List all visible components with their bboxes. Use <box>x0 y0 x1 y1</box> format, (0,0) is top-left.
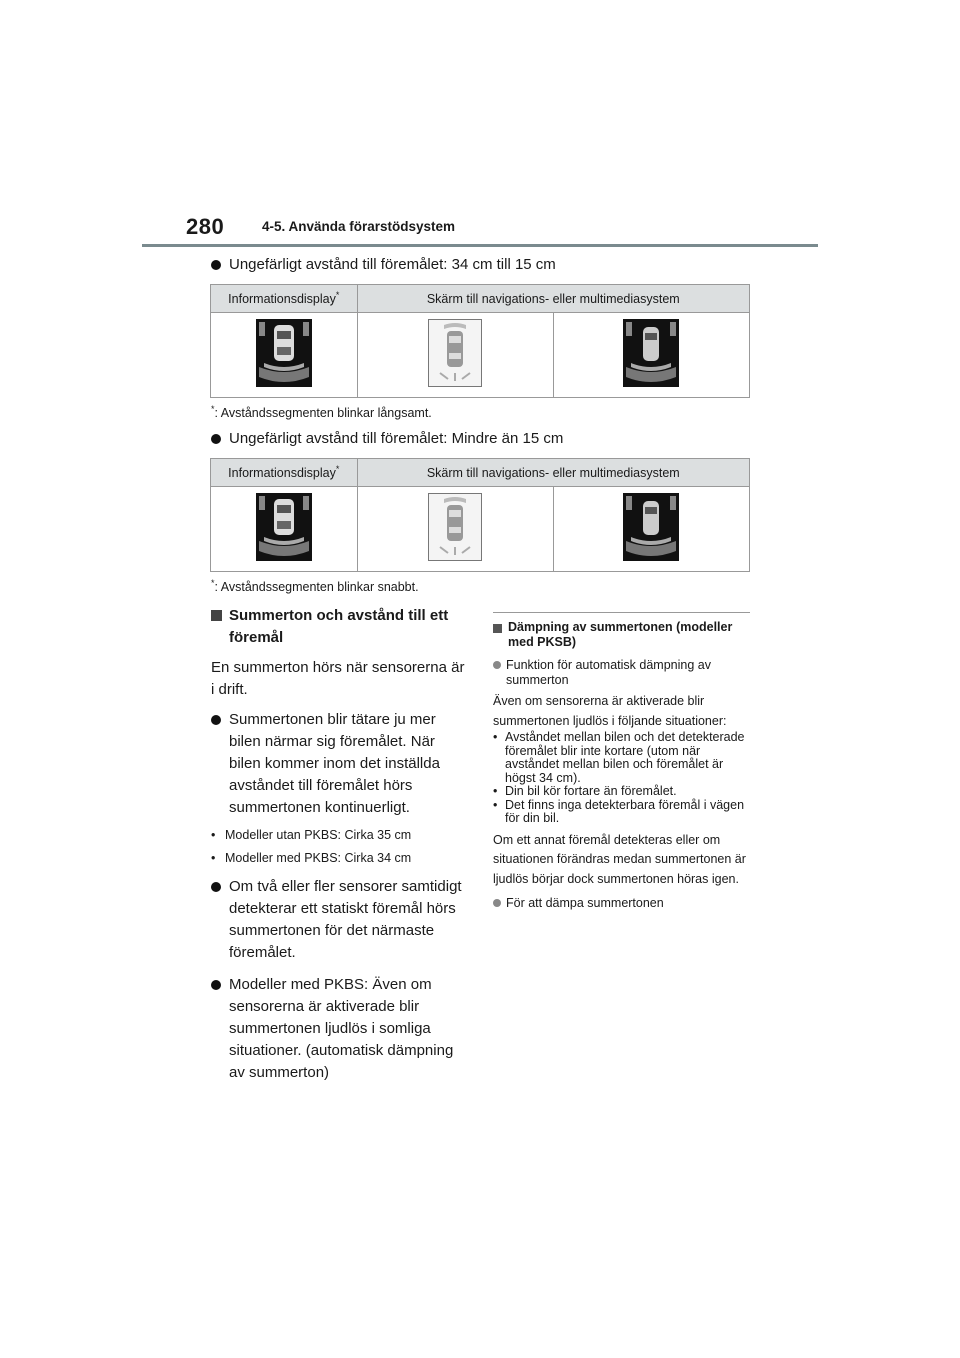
dark-sensor-car-icon <box>623 493 679 561</box>
circle-bullet-icon <box>493 661 501 669</box>
left-subitem-2: • Modeller med PKBS: Cirka 34 cm <box>211 851 412 865</box>
left-bullet-3: Modeller med PKBS: Även om sensorerna är aktiverade blir summertonen ljudlös i somliga situationer. (automatisk dämpning av summerton) <box>211 974 466 1084</box>
info-display-image <box>211 313 358 398</box>
nav-screen-image-a <box>357 487 553 572</box>
nav-screen-image-b <box>553 487 749 572</box>
bullet-dot-icon <box>211 980 221 990</box>
display-table-2 <box>210 458 750 572</box>
right-list-item-2: • Din bil kör fortare än föremålet. <box>493 784 677 798</box>
square-bullet-icon <box>211 610 222 621</box>
table-note-2: *: Avståndssegmenten blinkar snabbt. <box>211 578 419 595</box>
page-number: 280 <box>186 214 225 239</box>
light-sensor-car-icon <box>428 319 482 387</box>
col-header-info-display: Informationsdisplay* <box>211 459 358 487</box>
right-paragraph-1: Även om sensorerna är aktiverade blir summertonen ljudlös i följande situationer: <box>493 694 727 728</box>
intro-paragraph: En summerton hörs när sensorerna är i drift. <box>211 659 465 698</box>
right-list-item-3: • Det finns inga detekterbara föremål i vägen för din bil. <box>493 797 745 825</box>
distance-bullet-2 <box>211 428 563 450</box>
col-header-info-display: Informationsdisplay* <box>211 285 358 313</box>
bullet-dot-icon <box>211 882 221 892</box>
col-header-nav-screen: Skärm till navigations- eller multimediasystem <box>357 285 749 313</box>
right-list-item-1: • Avståndet mellan bilen och det detekterade föremålet blir inte kortare (utom när avståndet mellan bilen och föremålet är högst 34 cm). <box>493 730 745 785</box>
bullet-text: Ungefärligt avstånd till föremålet: 34 cm till 15 cm <box>229 256 556 273</box>
display-table-1 <box>210 284 750 398</box>
nav-screen-image-b <box>553 313 749 398</box>
bullet-dot-icon <box>211 434 221 444</box>
dark-sensor-car-icon <box>256 493 312 561</box>
dark-sensor-car-icon <box>256 319 312 387</box>
nav-screen-image-a <box>357 313 553 398</box>
bullet-dot-icon <box>211 715 221 725</box>
col-header-nav-screen: Skärm till navigations- eller multimediasystem <box>357 459 749 487</box>
section-heading-buzzer: Summerton och avstånd till ett föremål <box>211 605 466 649</box>
right-paragraph-2: Om ett annat föremål detekteras eller om situationen förändras medan summertonen är ljudlös börjar dock summertonen höras igen. <box>493 832 746 886</box>
table-note-1: *: Avståndssegmenten blinkar långsamt. <box>211 404 432 421</box>
right-bullet-1: Funktion för automatisk dämpning av summerton <box>493 658 750 688</box>
right-column-rule <box>493 612 750 613</box>
circle-bullet-icon <box>493 899 501 907</box>
dark-sensor-car-icon <box>623 319 679 387</box>
section-title: 4-5. Använda förarstödsystem <box>262 219 456 234</box>
distance-bullet-1 <box>211 254 556 276</box>
right-column <box>493 620 750 911</box>
right-bullet-2: För att dämpa summertonen <box>493 896 750 911</box>
left-column <box>211 605 466 1084</box>
left-bullet-2: Om två eller fler sensorer samtidigt detekterar ett statiskt föremål hörs summertonen för det närmaste föremålet. <box>211 876 466 964</box>
bullet-dot-icon <box>211 260 221 270</box>
bullet-text: Ungefärligt avstånd till föremålet: Mindre än 15 cm <box>229 430 564 447</box>
left-subitem-1: • Modeller utan PKBS: Cirka 35 cm <box>211 828 412 842</box>
left-bullet-1: Summertonen blir tätare ju mer bilen närmar sig föremålet. När bilen kommer inom det inställda avståndet till föremålet hörs summertonen kontinuerligt. <box>211 709 466 819</box>
section-heading-muting: Dämpning av summertonen (modeller med PKSB) <box>493 620 750 650</box>
info-display-image <box>211 487 358 572</box>
light-sensor-car-icon <box>428 493 482 561</box>
header-rule <box>142 244 818 247</box>
square-bullet-icon <box>493 624 502 633</box>
